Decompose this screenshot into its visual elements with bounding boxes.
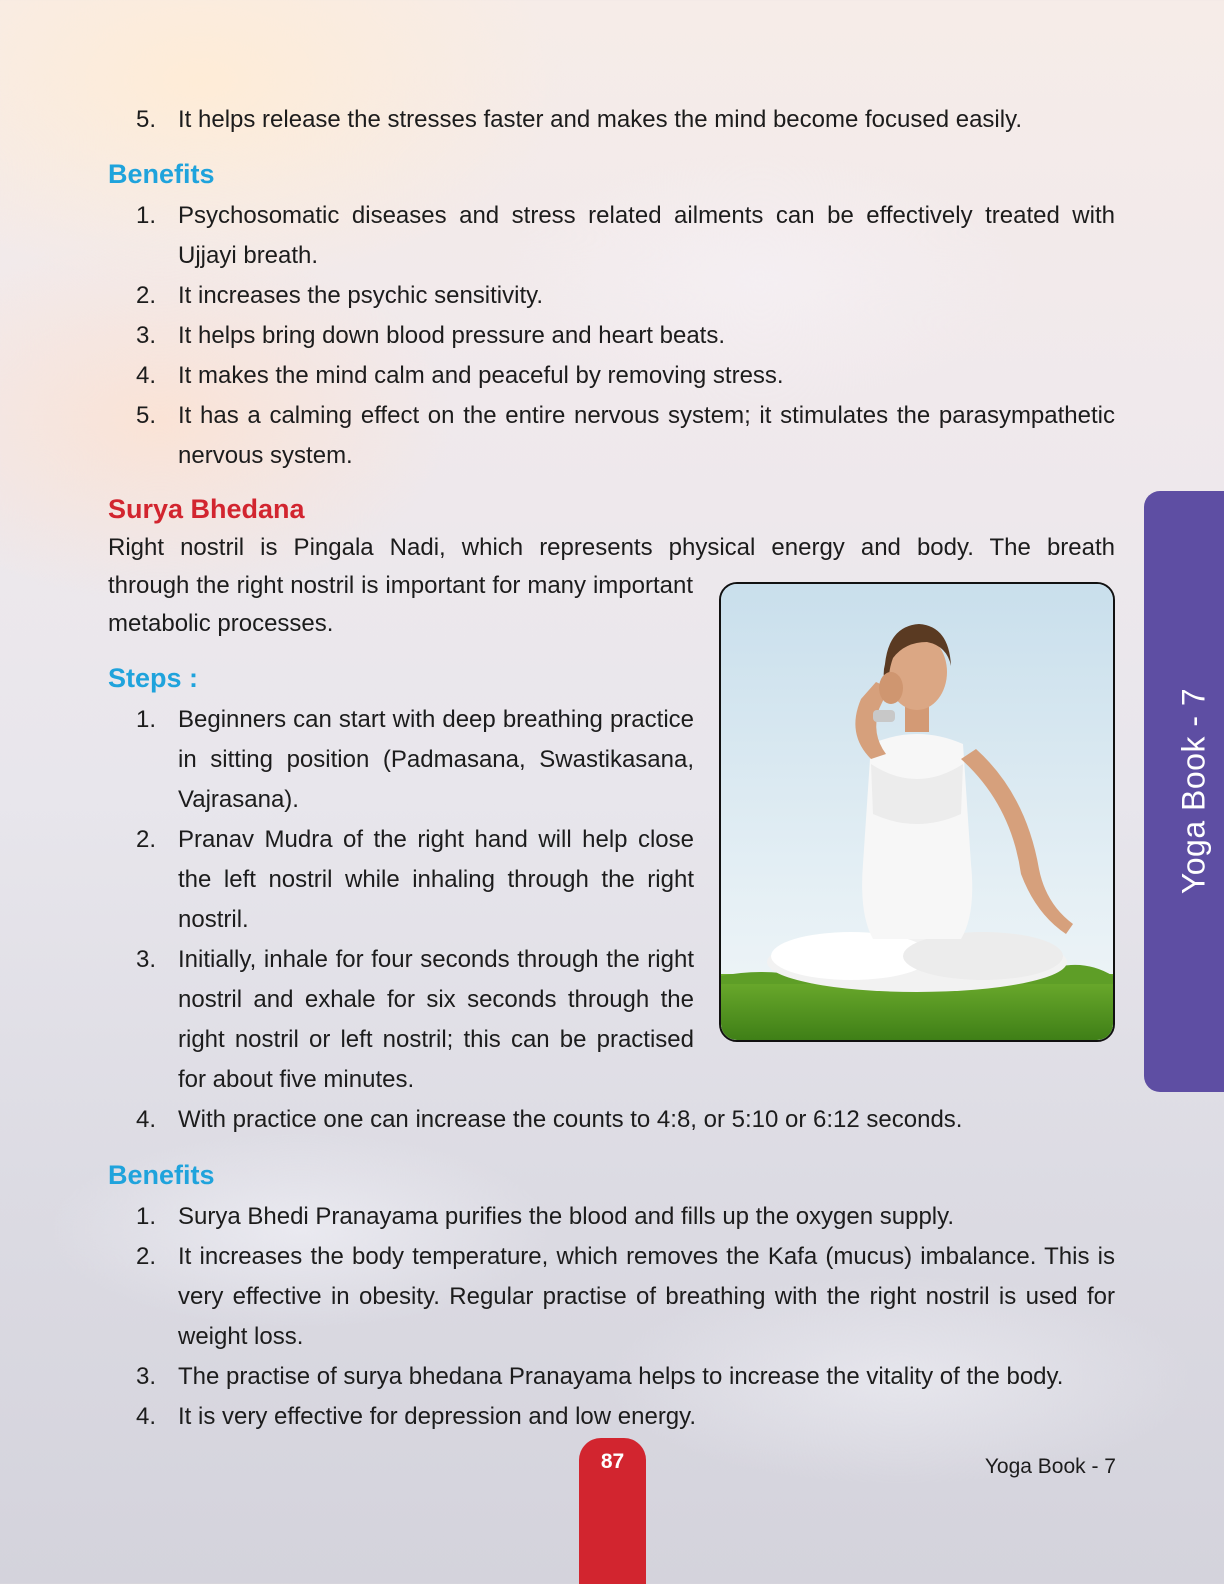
- list-text: It increases the psychic sensitivity.: [178, 282, 544, 309]
- list-number: 2.: [135, 826, 156, 853]
- list-number: 2.: [135, 1243, 156, 1270]
- intro-paragraph: through the right nostril is important for many important metabolic processes.: [108, 572, 693, 637]
- list-number: 4.: [135, 1403, 156, 1430]
- page-number: 87: [600, 1450, 625, 1473]
- list-number: 3.: [135, 322, 156, 349]
- list-text: Initially, inhale for four seconds through the right nostril and exhale for six seconds through the right nostril or left nostril; this can be practised for about five minutes.: [178, 946, 694, 1093]
- list-number: 5.: [135, 106, 156, 133]
- list-number: 1.: [135, 706, 156, 733]
- page-number-tab: [579, 1438, 646, 1584]
- list-text: It is very effective for depression and low energy.: [178, 1403, 697, 1430]
- list-text: Psychosomatic diseases and stress related ailments can be effectively treated with Ujjayi breath.: [178, 202, 1115, 269]
- section-heading: Surya Bhedana: [108, 494, 305, 524]
- steps-heading: Steps :: [108, 663, 199, 693]
- list-number: 3.: [135, 1363, 156, 1390]
- benefits-heading: Benefits: [108, 1160, 215, 1190]
- list-number: 2.: [135, 282, 156, 309]
- list-text: Pranav Mudra of the right hand will help close the left nostril while inhaling through the right nostril.: [178, 826, 694, 933]
- list-text: With practice one can increase the counts to 4:8, or 5:10 or 6:12 seconds.: [178, 1106, 963, 1133]
- list-text: It makes the mind calm and peaceful by removing stress.: [178, 362, 784, 389]
- list-text: It has a calming effect on the entire nervous system; it stimulates the parasympathetic nervous system.: [178, 402, 1115, 469]
- list-number: 3.: [135, 946, 156, 973]
- side-tab-label: Yoga Book - 7: [1175, 687, 1212, 895]
- list-number: 4.: [135, 1106, 156, 1133]
- intro-paragraph-line1: Right nostril is Pingala Nadi, which represents physical energy and body. The breath: [108, 534, 1115, 561]
- list-text: Beginners can start with deep breathing practice in sitting position (Padmasana, Swastikasana, Vajrasana).: [178, 706, 694, 813]
- yoga-photo: [719, 582, 1115, 1042]
- benefits-heading: Benefits: [108, 159, 215, 189]
- list-number: 5.: [135, 402, 156, 429]
- list-number: 1.: [135, 1203, 156, 1230]
- yoga-woman-meditating-icon: [721, 584, 1113, 1040]
- list-number: 4.: [135, 362, 156, 389]
- list-text: It helps bring down blood pressure and heart beats.: [178, 322, 726, 349]
- list-number: 1.: [135, 202, 156, 229]
- list-text: Surya Bhedi Pranayama purifies the blood and fills up the oxygen supply.: [178, 1203, 955, 1230]
- list-text: It helps release the stresses faster and makes the mind become focused easily.: [178, 106, 1022, 133]
- chapter-side-tab: [1144, 491, 1224, 1092]
- list-text: The practise of surya bhedana Pranayama helps to increase the vitality of the body.: [178, 1363, 1064, 1390]
- list-text: It increases the body temperature, which removes the Kafa (mucus) imbalance. This is very effective in obesity. Regular practise of breathing with the right nostril is used for weight loss.: [178, 1243, 1115, 1350]
- footer-book-title: Yoga Book - 7: [984, 1455, 1116, 1478]
